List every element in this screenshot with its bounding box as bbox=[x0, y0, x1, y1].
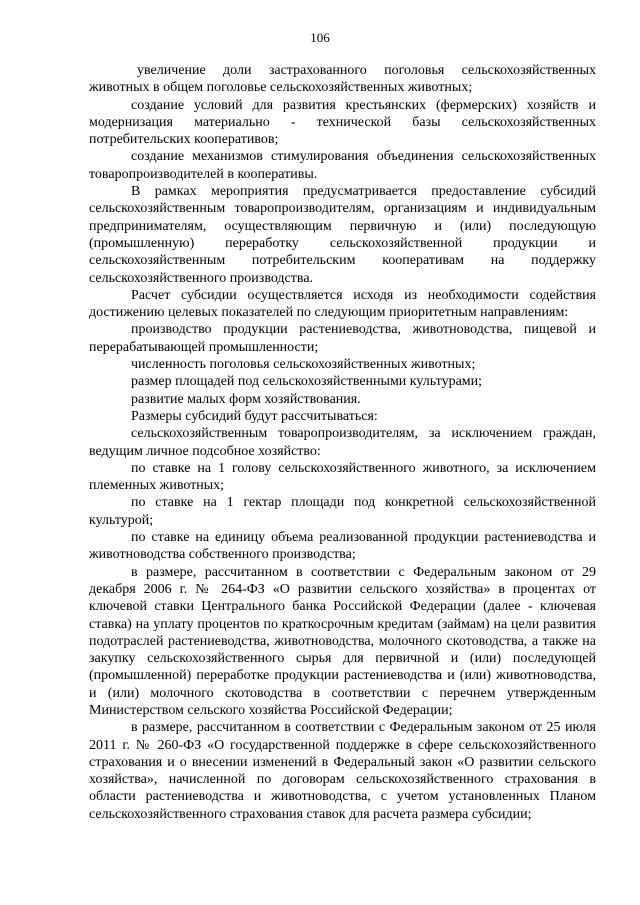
paragraph-16: в размере, рассчитанном в соответствии с Федеральным законом от 25 июля 2011 г. № 260-ФЗ «О государственной поддержке в сфере сельскохозяйственного страхования и о внесении изменений в Федеральный закон «О развитии сельского хозяйства», начисленной по договорам сельскохозяйственного страхования в области растениеводства и животноводства, с учетом установленных Планом сельскохозяйственного страхования ставок для расчета размера субсидии; bbox=[89, 720, 596, 822]
paragraph-1: увеличение доли застрахованного поголовья сельскохозяйственных животных в общем поголовье сельскохозяйственных животных; bbox=[89, 63, 596, 96]
paragraph-14: по ставке на единицу объема реализованной продукции растениеводства и животноводства собственного производства; bbox=[89, 530, 596, 563]
paragraph-6: производство продукции растениеводства, животноводства, пищевой и перерабатывающей промышленности; bbox=[89, 322, 596, 355]
page-number: 106 bbox=[310, 30, 330, 45]
paragraph-12: по ставке на 1 голову сельскохозяйственного животного, за исключением племенных животных; bbox=[89, 460, 596, 494]
paragraph-7: численность поголовья сельскохозяйственных животных; bbox=[131, 357, 476, 373]
paragraph-8: размер площадей под сельскохозяйственными культурами; bbox=[131, 374, 483, 390]
paragraph-2: создание условий для развития крестьянских (фермерских) хозяйств и модернизация материально - технической базы сельскохозяйственных потребительских кооперативов; bbox=[89, 97, 596, 148]
document-body bbox=[89, 62, 596, 823]
paragraph-5: Расчет субсидии осуществляется исходя из необходимости содействия достижению целевых показателей по следующим приоритетным направлениям: bbox=[89, 287, 596, 321]
paragraph-11: сельскохозяйственным товаропроизводителям, за исключением граждан, ведущим личное подсобное хозяйство: bbox=[89, 426, 596, 459]
paragraph-10: Размеры субсидий будут рассчитываться: bbox=[131, 408, 378, 424]
paragraph-4: В рамках мероприятия предусматривается предоставление субсидий сельскохозяйственным товаропроизводителям, организациям и индивидуальным предпринимателям, осуществляющим первичную и (или) последующую (промышленную) переработку сельскохозяйственной продукции и сельскохозяйственным потребительским кооперативам на поддержку сельскохозяйственного производства. bbox=[89, 184, 596, 286]
paragraph-9: развитие малых форм хозяйствования. bbox=[131, 391, 361, 407]
paragraph-15: в размере, рассчитанном в соответствии с Федеральным законом от 29 декабря 2006 г. № 264-ФЗ «О развитии сельского хозяйства» в процентах от ключевой ставки Центрального банка Российской Федерации (далее - ключевая ставка) на уплату процентов по краткосрочным кредитам (займам) на цели развития подотраслей растениеводства, животноводства, молочного скотоводства, а также на закупку сельскохозяйственного сырья для первичной и (или) последующей (промышленной) переработке продукции растениеводства и (или) животноводства, и (или) молочного скотоводства в соответствии с перечнем утвержденным Министерством сельского хозяйства Российской Федерации; bbox=[89, 564, 596, 718]
paragraph-13: по ставке на 1 гектар площади под конкретной сельскохозяйственной культурой; bbox=[89, 495, 596, 528]
paragraph-3: создание механизмов стимулирования объединения сельскохозяйственных товаропроизводителей в кооперативы. bbox=[89, 149, 596, 182]
